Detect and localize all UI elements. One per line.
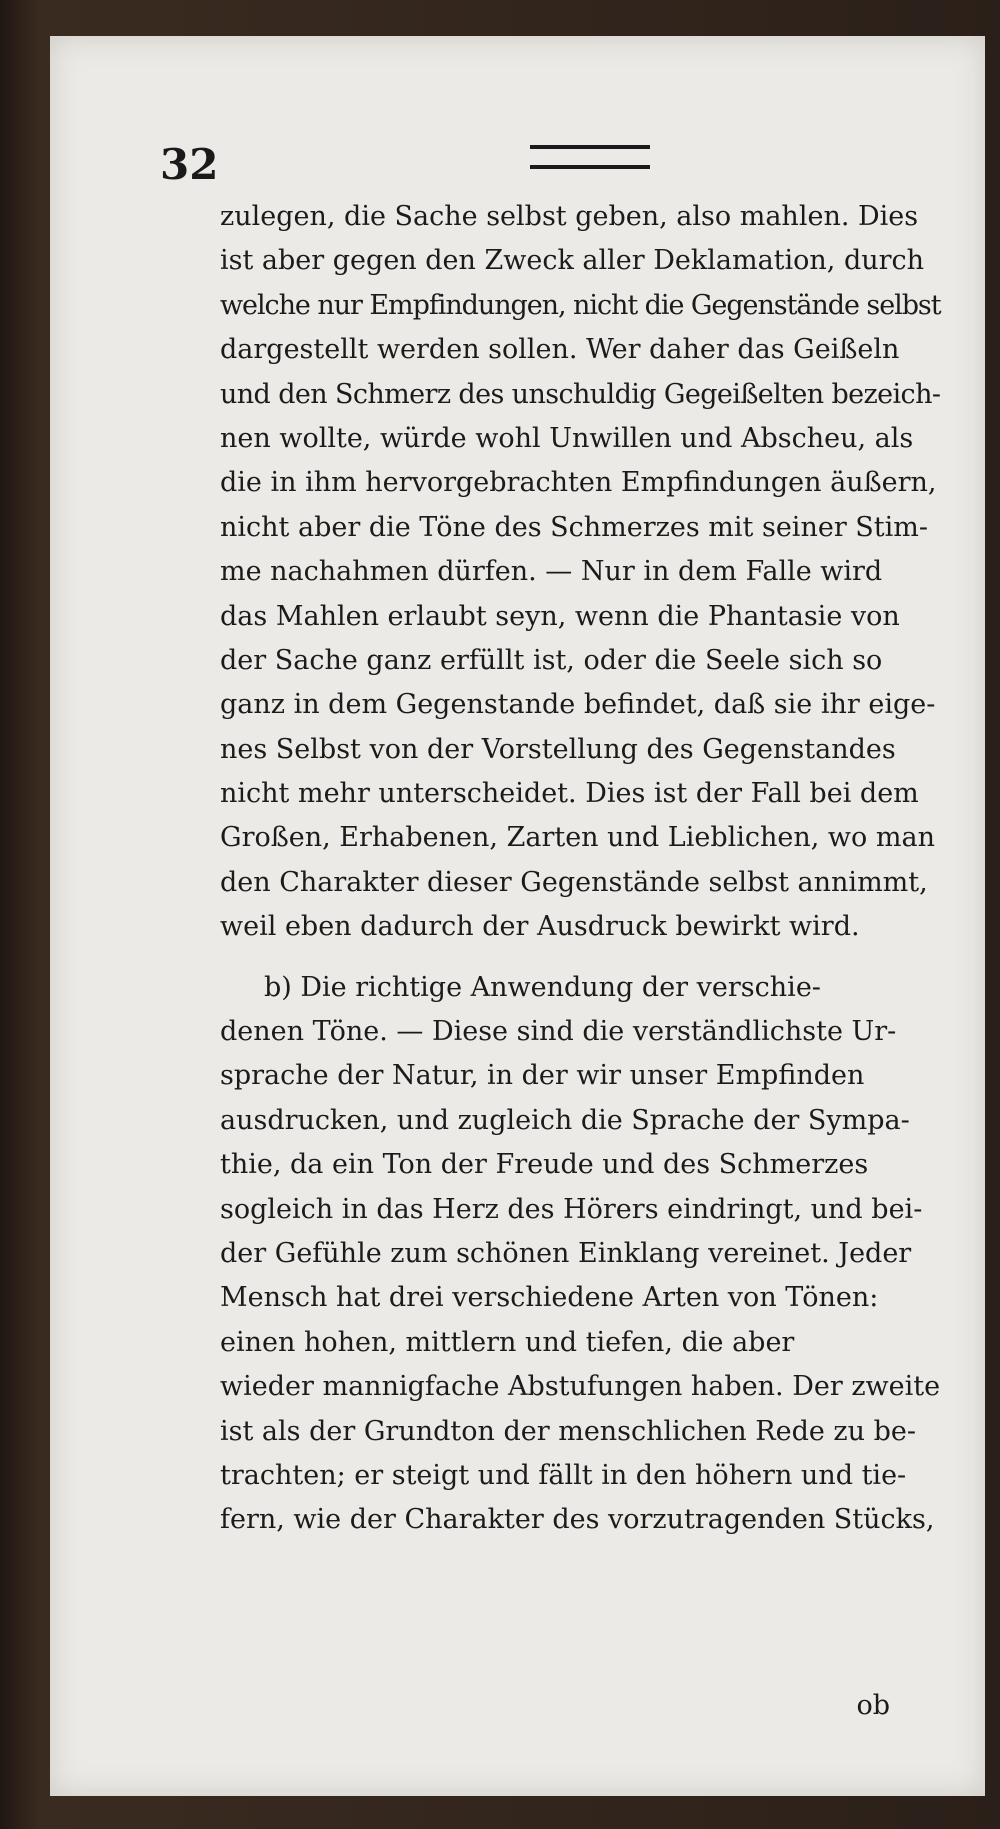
text-line: der Sache ganz erfüllt ist, oder die Seele sich so xyxy=(220,644,883,676)
text-line: ganz in dem Gegenstande befindet, daß sie ihr eige- xyxy=(220,689,936,721)
text-line: denen Töne. — Diese sind die verständlichste Ur- xyxy=(220,1016,897,1048)
text-line: ist aber gegen den Zweck aller Deklamation, durch xyxy=(220,245,925,277)
text-line: nen wollte, würde wohl Unwillen und Abscheu, als xyxy=(220,422,914,454)
text-line: zulegen, die Sache selbst geben, also mahlen. Dies xyxy=(220,201,919,232)
text-line: der Gefühle zum schönen Einklang vereinet. Jeder xyxy=(220,1237,912,1269)
catchword: ob xyxy=(856,1690,890,1721)
text-line: weil eben dadurch der Ausdruck bewirkt wird. xyxy=(220,911,860,943)
text-line: nes Selbst von der Vorstellung des Gegenstandes xyxy=(220,733,896,765)
text-line: und den Schmerz des unschuldig Gegeißelten bezeich- xyxy=(220,378,941,410)
text-line: das Mahlen erlaubt seyn, wenn die Phantasie von xyxy=(220,600,900,632)
text-line: sogleich in das Herz des Hörers eindringt, und bei- xyxy=(220,1193,923,1225)
text-line: trachten; er steigt und fällt in den höhern und tie- xyxy=(220,1459,907,1491)
page-number: 32 xyxy=(160,140,219,189)
text-line: b) Die richtige Anwendung der verschie- xyxy=(264,971,821,1003)
text-line: welche nur Empfindungen, nicht die Gegenstände selbst xyxy=(220,289,941,321)
text-line: einen hohen, mittlern und tiefen, die aber xyxy=(220,1326,795,1358)
text-line: Mensch hat drei verschiedene Arten von Tönen: xyxy=(220,1282,879,1314)
text-line: me nachahmen dürfen. — Nur in dem Falle wird xyxy=(220,556,883,588)
text-line: ausdrucken, und zugleich die Sprache der Sympa- xyxy=(220,1104,910,1136)
text-line: thie, da ein Ton der Freude und des Schmerzes xyxy=(220,1149,869,1181)
text-line: sprache der Natur, in der wir unser Empfinden xyxy=(220,1060,865,1092)
header-double-rule xyxy=(530,145,650,169)
text-line: nicht aber die Töne des Schmerzes mit seiner Stim- xyxy=(220,511,929,543)
text-line: den Charakter dieser Gegenstände selbst annimmt, xyxy=(220,866,928,898)
text-line: fern, wie der Charakter des vorzutragenden Stücks, xyxy=(220,1504,935,1536)
text-line: wieder mannigfache Abstufungen haben. Der zweite xyxy=(220,1371,941,1403)
text-line: Großen, Erhabenen, Zarten und Lieblichen, wo man xyxy=(220,822,935,854)
text-line: die in ihm hervorgebrachten Empfindungen äußern, xyxy=(220,467,937,499)
text-line: ist als der Grundton der menschlichen Rede zu be- xyxy=(220,1415,917,1447)
body-text xyxy=(220,195,940,1543)
paragraph-gap xyxy=(220,950,940,966)
text-line: nicht mehr unterscheidet. Dies ist der Fall bei dem xyxy=(220,778,919,810)
text-line: dargestellt werden sollen. Wer daher das Geißeln xyxy=(220,334,900,366)
